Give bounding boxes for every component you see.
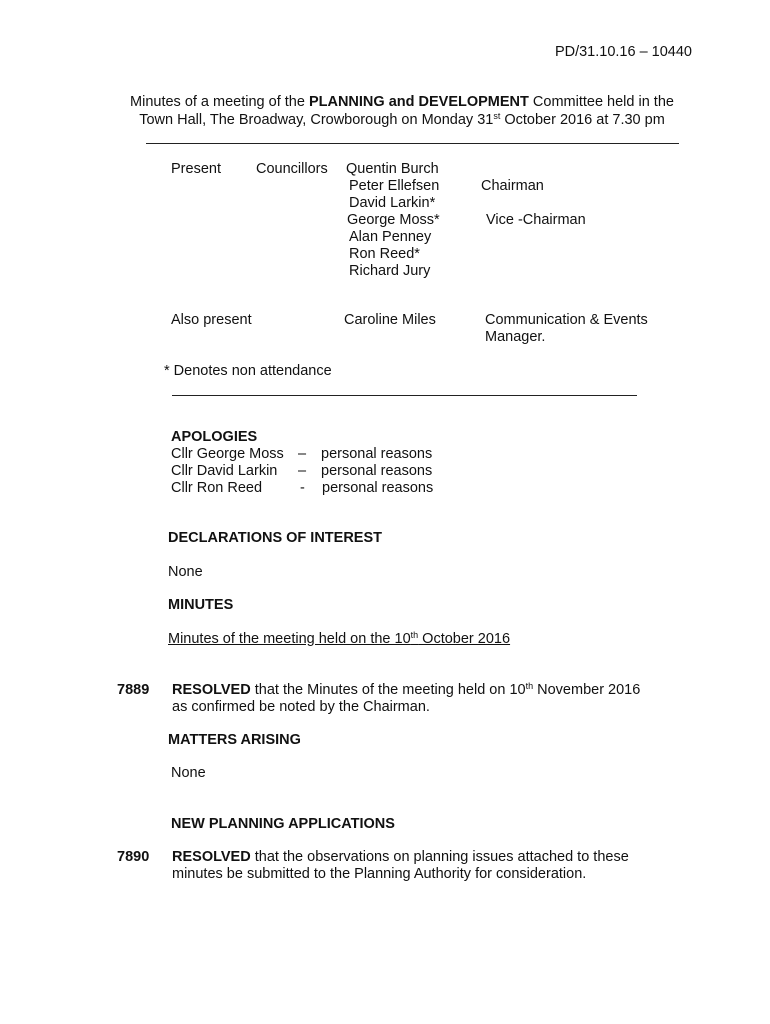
title-text: October 2016 at 7.30 pm <box>500 112 665 128</box>
also-present-role: Manager. <box>485 329 546 345</box>
item-number-7889: 7889 <box>117 682 150 698</box>
vice-chairman-role: Vice -Chairman <box>486 212 586 228</box>
declarations-text: None <box>168 564 203 580</box>
member-name: Ron Reed* <box>349 246 420 262</box>
member-name: Peter Ellefsen <box>349 178 440 194</box>
item-7890-line1 <box>172 849 629 866</box>
minutes-subheading <box>168 631 510 648</box>
meeting-title-line2 <box>0 112 770 129</box>
apology-name: Cllr Ron Reed <box>171 480 263 496</box>
members-list <box>346 161 440 280</box>
resolution-text: that the Minutes of the meeting held on 10 <box>250 682 526 698</box>
meeting-title-line1 <box>0 94 770 111</box>
resolution-text: that the observations on planning issues attached to these <box>250 849 629 865</box>
attendance-divider <box>172 395 637 396</box>
item-7889-line2: as confirmed be noted by the Chairman. <box>172 699 430 715</box>
apology-name: Cllr George Moss <box>171 446 284 462</box>
matters-arising-heading: MATTERS ARISING <box>168 732 301 748</box>
subheading-text: October 2016 <box>418 631 511 647</box>
apology-name: Cllr David Larkin <box>171 463 278 479</box>
title-text: Committee held in the <box>528 94 674 110</box>
member-name: Richard Jury <box>349 263 431 279</box>
member-name: Quentin Burch <box>346 161 439 177</box>
chairman-role: Chairman <box>481 178 544 194</box>
apology-reason: personal reasons <box>321 446 433 462</box>
minutes-heading: MINUTES <box>168 597 234 613</box>
member-name: Alan Penney <box>349 229 432 245</box>
resolved-label: RESOLVED <box>172 682 251 698</box>
resolution-text: November 2016 <box>533 682 641 698</box>
also-present-role: Communication & Events <box>485 312 648 328</box>
ordinal-suffix: th <box>525 681 534 691</box>
document-reference: PD/31.10.16 – 10440 <box>554 44 692 60</box>
declarations-heading: DECLARATIONS OF INTEREST <box>168 530 383 546</box>
present-label: Present <box>171 161 221 177</box>
apology-dash: – <box>298 463 307 479</box>
title-text: Town Hall, The Broadway, Crowborough on Monday 31 <box>139 112 494 128</box>
ordinal-suffix: th <box>410 630 419 640</box>
apology-dash: – <box>298 446 307 462</box>
matters-arising-text: None <box>171 765 206 781</box>
item-number-7890: 7890 <box>117 849 150 865</box>
committee-name: PLANNING and DEVELOPMENT <box>308 94 529 110</box>
apology-dash: - <box>300 480 305 496</box>
councillors-label: Councillors <box>256 161 328 177</box>
member-name: David Larkin* <box>349 195 436 211</box>
item-7889-line1 <box>172 682 640 699</box>
non-attendance-note: * Denotes non attendance <box>164 363 332 379</box>
also-present-label: Also present <box>171 312 252 328</box>
title-text: Minutes of a meeting of the <box>130 94 309 110</box>
subheading-text: Minutes of the meeting held on the 10 <box>168 631 411 647</box>
apology-reason: personal reasons <box>322 480 434 496</box>
resolved-label: RESOLVED <box>172 849 251 865</box>
ordinal-suffix: st <box>493 111 501 121</box>
member-name: George Moss* <box>347 212 440 228</box>
new-planning-heading: NEW PLANNING APPLICATIONS <box>171 816 395 832</box>
item-7890-line2: minutes be submitted to the Planning Authority for consideration. <box>172 866 587 882</box>
apology-reason: personal reasons <box>321 463 433 479</box>
apologies-heading: APOLOGIES <box>171 429 258 445</box>
also-present-name: Caroline Miles <box>344 312 436 328</box>
title-divider <box>146 143 679 144</box>
